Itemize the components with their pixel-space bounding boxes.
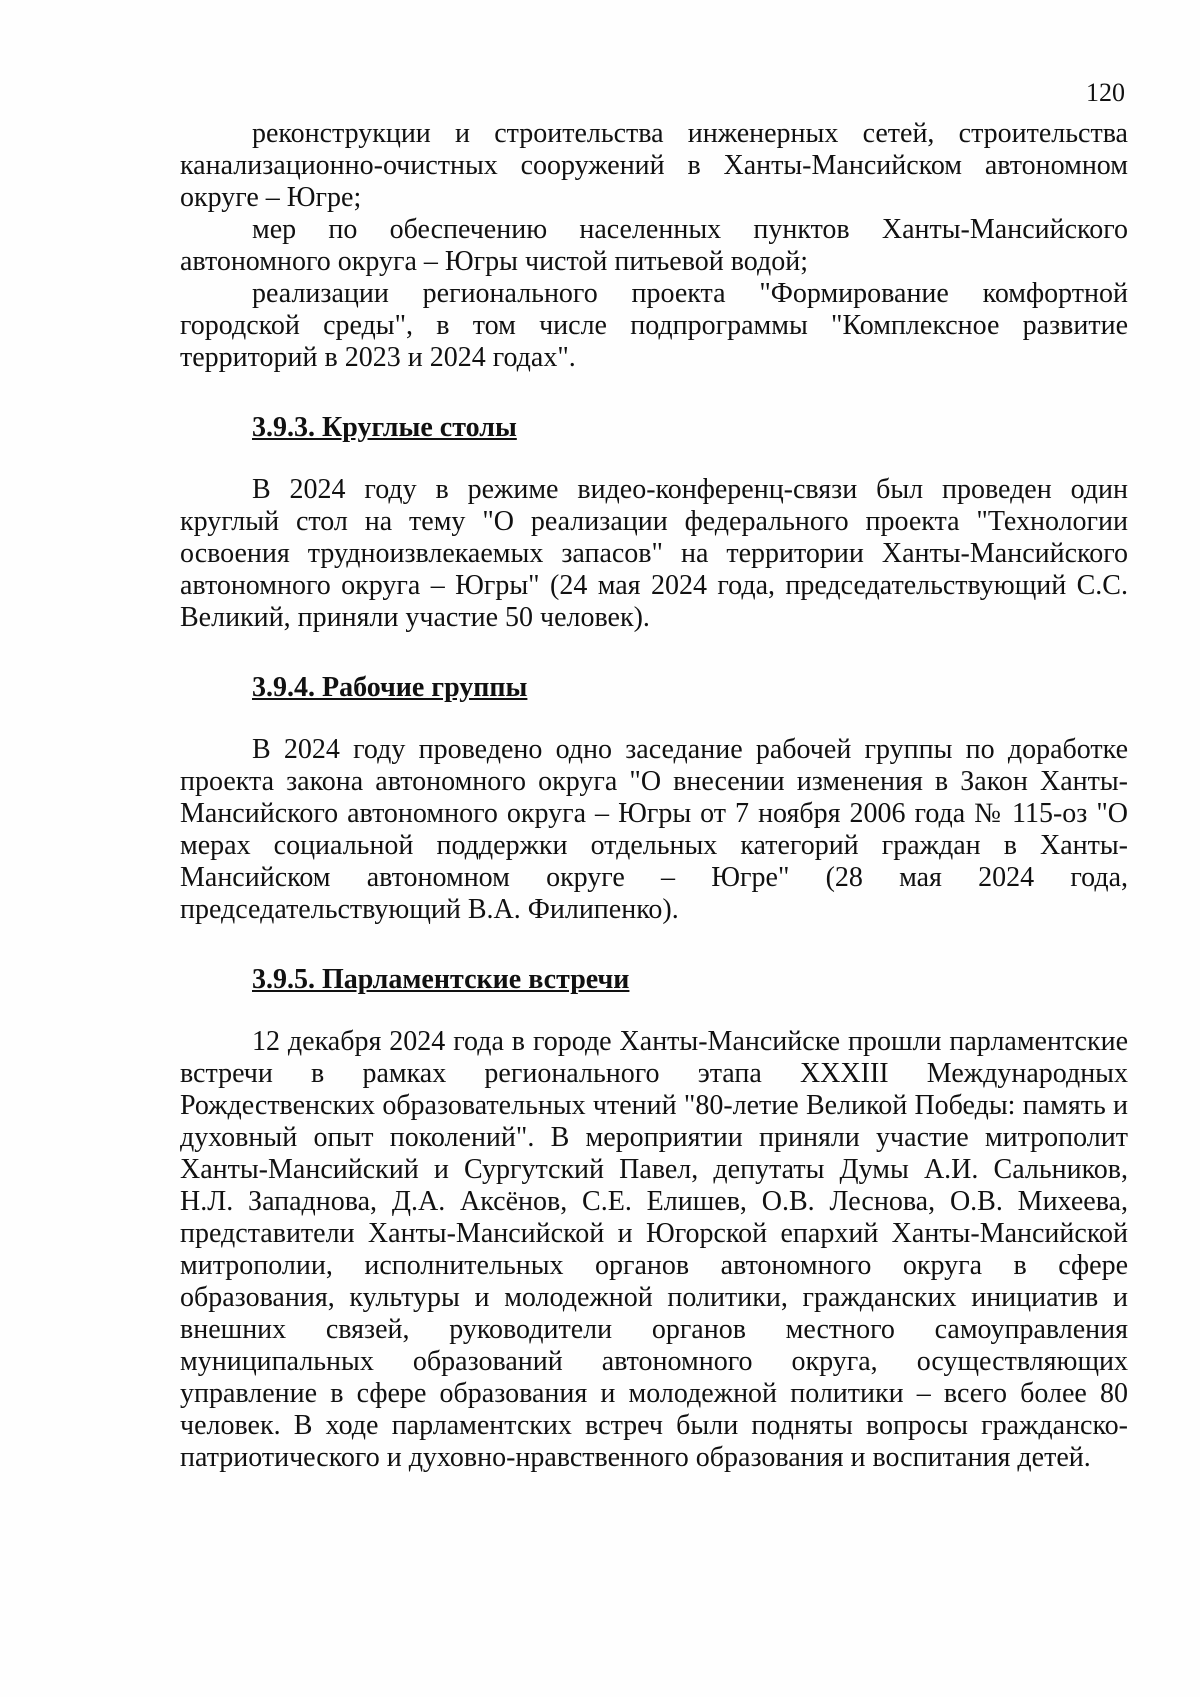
document-body — [180, 118, 1128, 1474]
section-heading-parliamentary-meetings: 3.9.5. Парламентские встречи — [252, 964, 630, 995]
section-text-working-groups: В 2024 году проведено одно заседание рабочей группы по доработке проекта закона автономного округа "О внесении изменения в Закон Ханты-Мансийского автономного округа – Югры от 7 ноября 2006 года № 115-оз "О мерах социальной поддержки отдельных категорий граждан в Ханты-Мансийском автономном округе – Югре" (28 мая 2024 года, председательствующий В.А. Филипенко). — [180, 734, 1128, 925]
section-heading-round-tables: 3.9.3. Круглые столы — [252, 412, 517, 443]
section-text-round-tables: В 2024 году в режиме видео-конференц-связи был проведен один круглый стол на тему "О реализации федерального проекта "Технологии освоения трудноизвлекаемых запасов" на территории Ханты-Мансийского автономного округа – Югры" (24 мая 2024 года, председательствующий С.С. Великий, приняли участие 50 человек). — [180, 474, 1128, 633]
intro-paragraph-1: реконструкции и строительства инженерных сетей, строительства канализационно-очистных сооружений в Ханты-Мансийском автономном округе – Югре; — [180, 118, 1128, 213]
section-text-parliamentary-meetings: 12 декабря 2024 года в городе Ханты-Мансийске прошли парламентские встречи в рамках регионального этапа XXXIII Международных Рождественских образовательных чтений "80-летие Великой Победы: память и духовный опыт поколений". В мероприятии приняли участие митрополит Ханты-Мансийский и Сургутский Павел, депутаты Думы А.И. Сальников, Н.Л. Западнова, Д.А. Аксёнов, С.Е. Елишев, О.В. Леснова, О.В. Михеева, представители Ханты-Мансийской и Югорской епархий Ханты-Мансийской митрополии, исполнительных органов автономного округа в сфере образования, культуры и молодежной политики, гражданских инициатив и внешних связей, руководители органов местного самоуправления муниципальных образований автономного округа, осуществляющих управление в сфере образования и молодежной политики – всего более 80 человек. В ходе парламентских встреч были подняты вопросы гражданско-патриотического и духовно-нравственного образования и воспитания детей. — [180, 1026, 1128, 1473]
intro-paragraph-3: реализации регионального проекта "Формирование комфортной городской среды", в том числе подпрограммы "Комплексное развитие территорий в 2023 и 2024 годах". — [180, 278, 1128, 373]
page-number: 120 — [1086, 78, 1125, 107]
intro-paragraph-2: мер по обеспечению населенных пунктов Ханты-Мансийского автономного округа – Югры чистой питьевой водой; — [180, 214, 1128, 277]
section-heading-working-groups: 3.9.4. Рабочие группы — [252, 672, 528, 703]
